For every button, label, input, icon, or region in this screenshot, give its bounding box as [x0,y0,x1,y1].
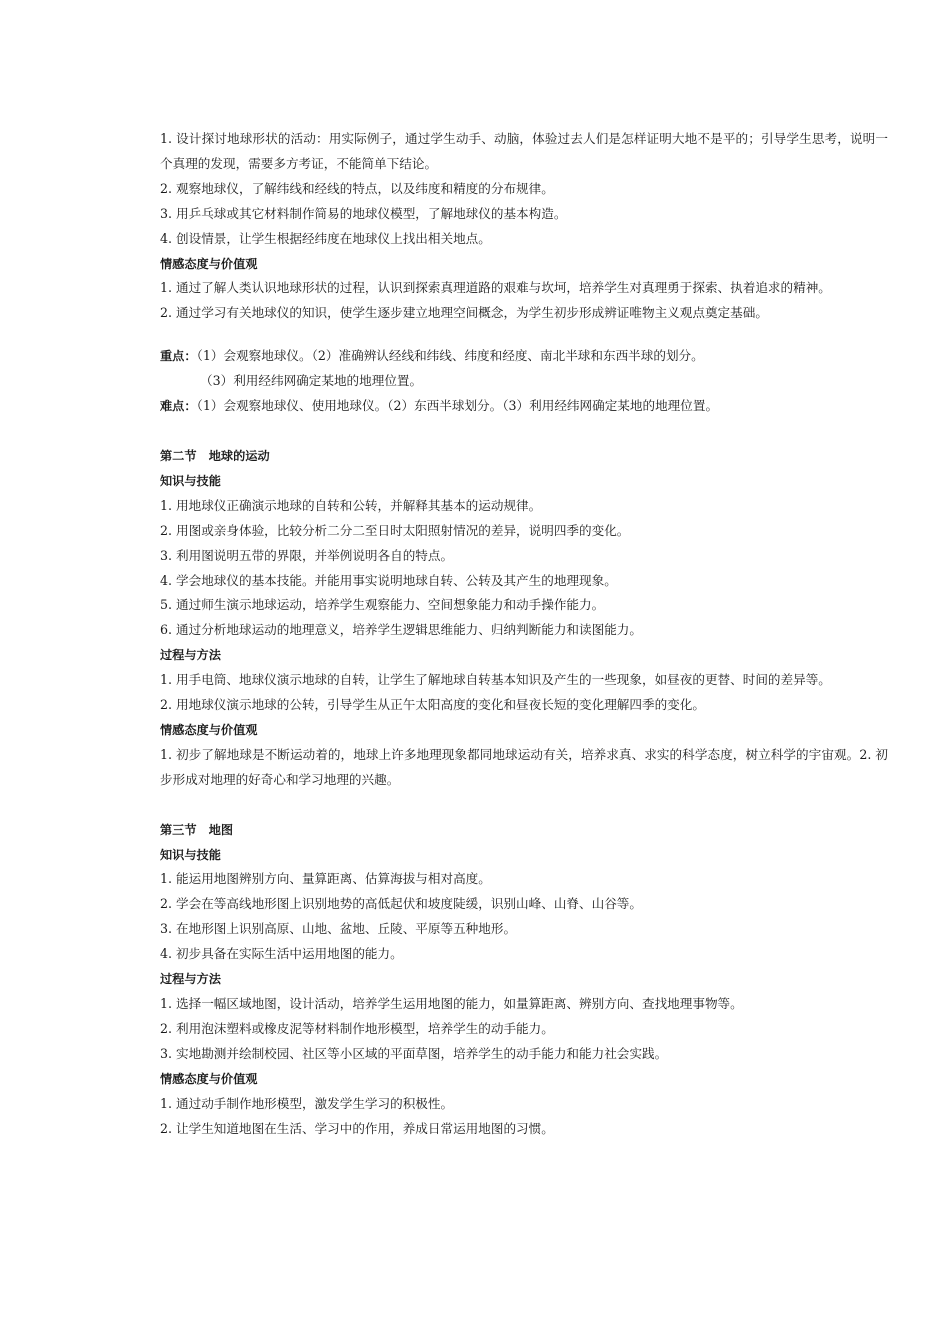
list-item: 2. 观察地球仪，了解纬线和经线的特点，以及纬度和精度的分布规律。 [160,180,554,196]
difficult-points [160,394,888,419]
key-points-line1: （1）会观察地球仪。（2）准确辨认经线和纬线、纬度和经度、南北半球和东西半球的划分。 [196,348,704,364]
list-item: 2. 让学生知道地图在生活、学习中的作用，养成日常运用地图的习惯。 [160,1120,554,1136]
list-item: 2. 用地球仪演示地球的公转，引导学生从正午太阳高度的变化和昼夜长短的变化理解四季的变化。 [160,697,705,713]
list-item: 3. 用乒乓球或其它材料制作简易的地球仪模型，了解地球仪的基本构造。 [160,205,567,221]
subsection-heading: 过程与方法 [160,648,221,663]
key-points-line2: （3）利用经纬网确定某地的地理位置。 [200,373,423,389]
list-item: 1. 初步了解地球是不断运动着的，地球上许多地理现象都同地球运动有关，培养求真、求实的科学态度，树立科学的宇宙观。2. 初步形成对地理的好奇心和学习地理的兴趣。 [160,746,888,787]
subsection-heading: 过程与方法 [160,972,221,987]
list-item: 5. 通过师生演示地球运动，培养学生观察能力、空间想象能力和动手操作能力。 [160,597,605,613]
list-item: 3. 利用图说明五带的界限，并举例说明各自的特点。 [160,547,454,563]
subsection-heading: 情感态度与价值观 [160,722,258,737]
difficult-points-text: （1）会观察地球仪、使用地球仪。（2）东西半球划分。（3）利用经纬网确定某地的地理位置。 [196,398,719,414]
subsection-heading: 知识与技能 [160,847,221,862]
key-points [160,344,888,369]
list-item: 2. 利用泡沫塑料或橡皮泥等材料制作地形模型，培养学生的动手能力。 [160,1020,554,1036]
list-item: 1. 通过动手制作地形模型，激发学生学习的积极性。 [160,1095,454,1111]
list-item: 1. 用地球仪正确演示地球的自转和公转，并解释其基本的运动规律。 [160,497,542,513]
difficult-points-label: 难点： [160,399,197,414]
list-item: 3. 实地勘测并绘制校园、社区等小区域的平面草图，培养学生的动手能力和能力社会实践。 [160,1045,668,1061]
list-item: 2. 通过学习有关地球仪的知识，使学生逐步建立地理空间概念，为学生初步形成辨证唯物主义观点奠定基础。 [160,305,768,321]
list-item: 1. 设计探讨地球形状的活动：用实际例子，通过学生动手、动脑，体验过去人们是怎样证明大地不是平的；引导学生思考，说明一个真理的发现，需要多方考证，不能简单下结论。 [160,131,888,171]
spacer [160,793,888,818]
list-item: 1. 能运用地图辨别方向、量算距离、估算海拔与相对高度。 [160,871,491,887]
list-item: 4. 创设情景，让学生根据经纬度在地球仪上找出相关地点。 [160,230,491,246]
list-item: 4. 初步具备在实际生活中运用地图的能力。 [160,946,403,962]
list-item: 4. 学会地球仪的基本技能。并能用事实说明地球自转、公转及其产生的地理现象。 [160,572,617,588]
key-points-label: 重点： [160,349,197,364]
subsection-heading: 情感态度与价值观 [160,1071,258,1086]
spacer [160,419,888,444]
document-page [160,127,888,1141]
list-item: 1. 通过了解人类认识地球形状的过程，认识到探索真理道路的艰难与坎坷，培养学生对真理勇于探索、执着追求的精神。 [160,280,831,296]
subsection-heading: 知识与技能 [160,473,221,488]
spacer [160,326,888,344]
list-item: 2. 用图或亲身体验，比较分析二分二至日时太阳照射情况的差异，说明四季的变化。 [160,522,630,538]
section-title: 第二节 地球的运动 [160,448,270,463]
list-item: 1. 选择一幅区域地图，设计活动，培养学生运用地图的能力，如量算距离、辨别方向、查找地理事物等。 [160,996,743,1011]
section-title: 第三节 地图 [160,822,234,837]
list-item: 2. 学会在等高线地形图上识别地势的高低起伏和坡度陡缓，识别山峰、山脊、山谷等。 [160,896,642,912]
subsection-heading: 情感态度与价值观 [160,256,258,271]
list-item: 6. 通过分析地球运动的地理意义，培养学生逻辑思维能力、归纳判断能力和读图能力。 [160,622,642,638]
list-item: 1. 用手电筒、地球仪演示地球的自转，让学生了解地球自转基本知识及产生的一些现象，如昼夜的更替、时间的差异等。 [160,672,831,688]
list-item: 3. 在地形图上识别高原、山地、盆地、丘陵、平原等五种地形。 [160,921,517,937]
